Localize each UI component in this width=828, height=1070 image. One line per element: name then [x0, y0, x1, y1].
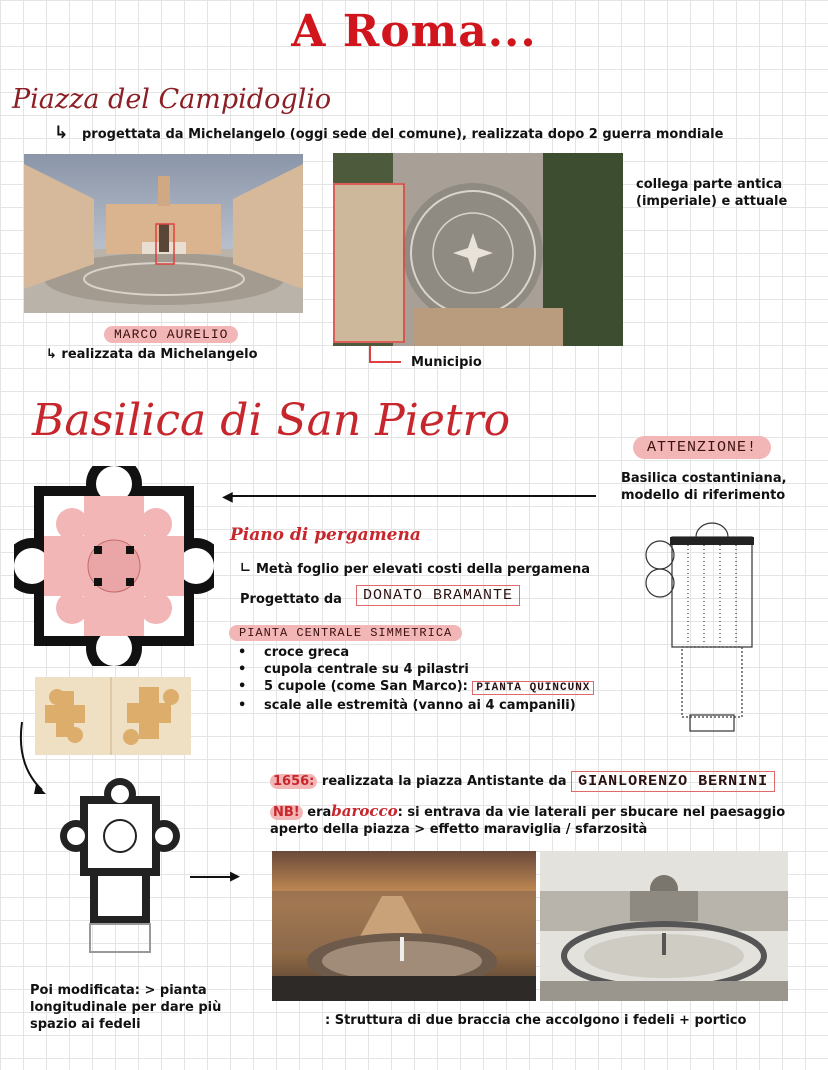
page-title: A Roma... [291, 6, 537, 57]
basilica-heading: Basilica di San Pietro [32, 395, 511, 446]
campidoglio-description: progettata da Michelangelo (oggi sede del comune), realizzata dopo 2 guerra mondiale [82, 127, 724, 142]
quincunx-box: PIANTA QUINCUNX [472, 681, 594, 695]
marco-aurelio-label: MARCO AURELIO [104, 326, 238, 343]
parchment-image [35, 677, 191, 755]
bernini-line [270, 773, 775, 790]
campidoglio-heading: Piazza del Campidoglio [12, 84, 332, 115]
arrow-right-icon: ▶ [230, 869, 240, 884]
arrow-head-icon: ◀ [222, 489, 233, 505]
st-peters-photo [272, 851, 536, 1001]
baroque-text: : si entrava da vie laterali per sbucare nel paesaggio aperto della piazza > effetto maraviglia / sfarzosità [270, 805, 786, 837]
modified-note: Poi modificata: > pianta longitudinale per dare più spazio ai fedeli [30, 983, 222, 1032]
plan-note: Metà foglio per elevati costi della pergamena [256, 562, 591, 577]
long-arrow [228, 495, 596, 497]
bramante-box: DONATO BRAMANTE [356, 585, 520, 606]
central-plan-label: PIANTA CENTRALE SIMMETRICA [229, 625, 462, 641]
baroque-paragraph [270, 803, 790, 838]
costantiniana-plan [640, 515, 775, 740]
designed-by-prefix: Progettato da [240, 592, 342, 607]
attention-label: ATTENZIONE! [633, 436, 771, 459]
feature-item: • croce greca [238, 644, 618, 661]
feature-item: • scale alle estremità (vanno ai 4 campanili) [238, 697, 618, 714]
short-arrow [190, 876, 232, 878]
feature-item: • cupola centrale su 4 pilastri [238, 661, 618, 678]
baroque-word: barocco [331, 802, 398, 820]
features-list [238, 644, 618, 714]
statue-note: ↳ realizzata da Michelangelo [46, 347, 258, 362]
square-text: realizzata la piazza Antistante da [321, 774, 567, 789]
plan-title: Piano di pergamena [230, 525, 421, 545]
era-word: era [307, 805, 332, 820]
municipio-label: Municipio [411, 355, 482, 370]
bramante-plan [14, 466, 214, 666]
nb-label: NB! [270, 805, 303, 820]
curved-arrow [14, 720, 54, 804]
longitudinal-plan [60, 778, 180, 958]
corner-icon: ∟ [240, 561, 251, 576]
bernini-box: GIANLORENZO BERNINI [571, 771, 775, 792]
attention-note: Basilica costantiniana, modello di riferimento [621, 471, 787, 503]
engraving-image [540, 851, 788, 1001]
year-label: 1656: [270, 774, 317, 789]
campidoglio-photo [24, 154, 303, 313]
aerial-photo [333, 153, 623, 346]
campidoglio-side-note: collega parte antica (imperiale) e attuale [636, 177, 788, 209]
arrow-icon: ↳ [54, 123, 69, 143]
feature-item: • 5 cupole (come San Marco): PIANTA QUINCUNX [238, 678, 618, 697]
colonnade-note: : Struttura di due braccia che accolgono i fedeli + portico [325, 1013, 747, 1028]
